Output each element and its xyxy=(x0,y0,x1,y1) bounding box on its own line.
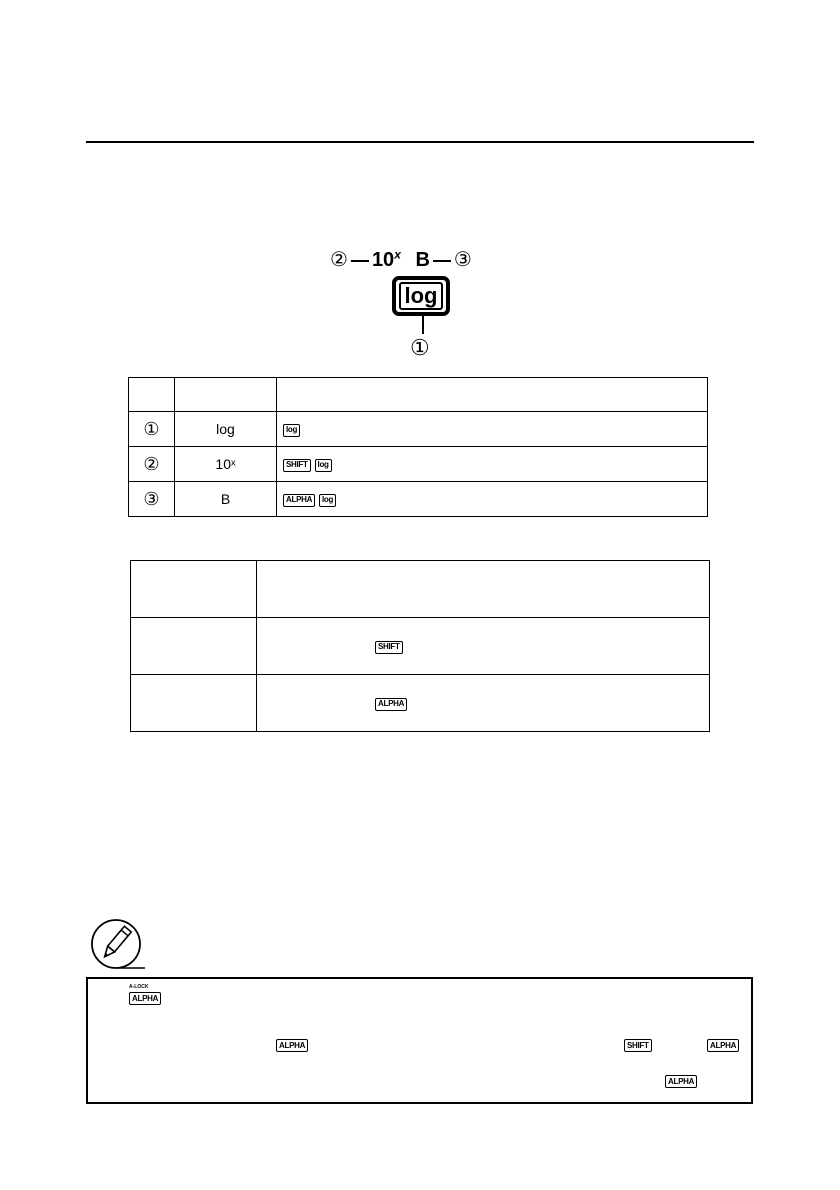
log-key-icon: log xyxy=(283,424,300,437)
alpha-key-icon: ALPHA xyxy=(276,1039,308,1052)
marker-3: ③ xyxy=(453,249,472,271)
row-number: ① xyxy=(129,412,175,447)
pencil-note-icon xyxy=(89,919,145,975)
alpha-key-icon: ALPHA xyxy=(707,1039,739,1052)
note-box xyxy=(86,977,753,1104)
log-key-icon: log xyxy=(319,494,336,507)
dash-right xyxy=(433,260,451,262)
alpha-key-icon: ALPHA xyxy=(283,494,315,507)
row-function: B xyxy=(175,482,277,517)
log-key-large xyxy=(392,276,450,316)
marker-1: ① xyxy=(410,335,430,360)
row-keys xyxy=(277,412,708,447)
key-function-table xyxy=(128,377,708,517)
key-mode-table xyxy=(130,560,710,732)
header-rule xyxy=(86,141,754,143)
row-number: ③ xyxy=(129,482,175,517)
row-function: log xyxy=(175,412,277,447)
table-row xyxy=(129,482,708,517)
alpha-function-label: B xyxy=(415,249,430,271)
log-key-icon: log xyxy=(315,459,332,472)
key-pointer-line xyxy=(422,316,424,334)
shift-key-icon: SHIFT xyxy=(283,459,311,472)
log-key-label: log xyxy=(399,282,443,310)
alpha-key-icon: ALPHA xyxy=(665,1075,697,1088)
row-keys xyxy=(277,447,708,482)
shift-key-icon: SHIFT xyxy=(624,1039,652,1052)
row-function: 10ˣ xyxy=(175,447,277,482)
alpha-key-icon: ALPHA xyxy=(375,698,407,711)
marker-2: ② xyxy=(330,249,348,271)
table-row xyxy=(131,675,710,732)
diagram-labels xyxy=(330,247,530,273)
row-number: ② xyxy=(129,447,175,482)
table-row xyxy=(131,618,710,675)
table-row xyxy=(129,412,708,447)
shift-function-label: 10$^x$ xyxy=(371,247,401,271)
key-diagram xyxy=(330,240,530,365)
alpha-key-icon: ALPHA xyxy=(129,992,161,1005)
row-keys xyxy=(277,482,708,517)
alpha-lock-label: A-LOCK xyxy=(129,984,149,990)
table-row xyxy=(131,561,710,618)
shift-key-icon: SHIFT xyxy=(375,641,403,654)
dash-left xyxy=(351,260,369,262)
table-header-row xyxy=(129,378,708,412)
table-row xyxy=(129,447,708,482)
